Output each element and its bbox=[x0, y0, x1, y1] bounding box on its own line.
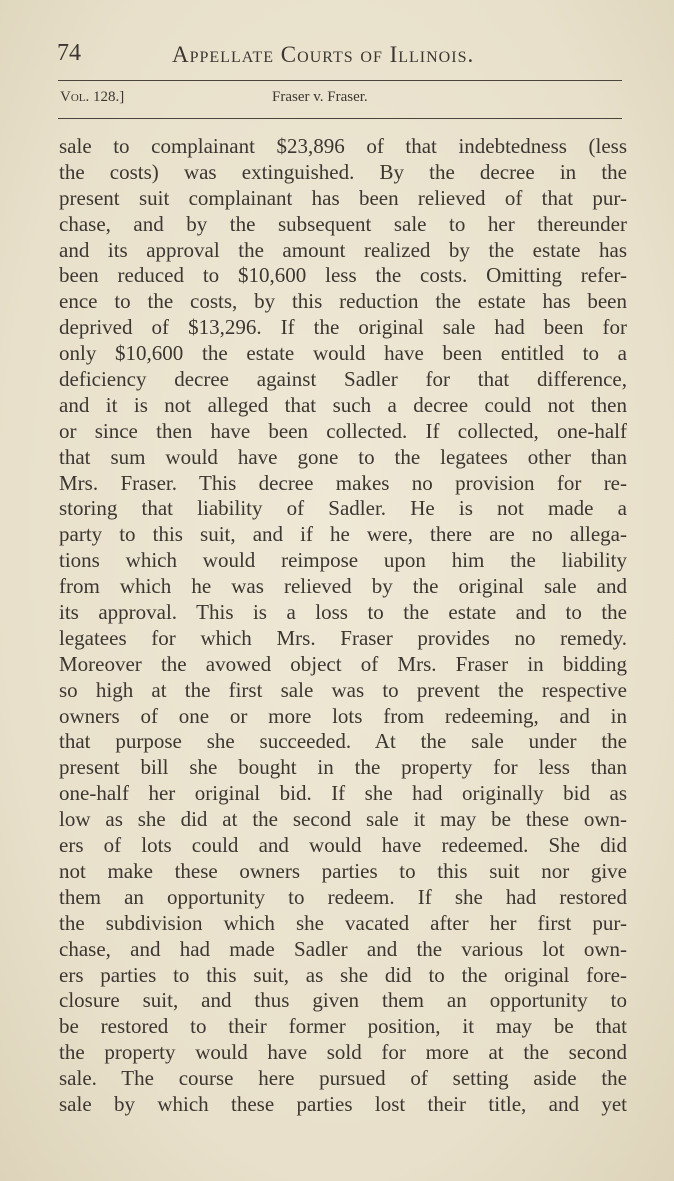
header-rule-bottom bbox=[58, 118, 622, 119]
text-line: so high at the first sale was to prevent the respective bbox=[59, 677, 627, 702]
text-line: be restored to their former position, it may be that bbox=[59, 1014, 627, 1039]
text-line: that sum would have gone to the legatees other than bbox=[59, 444, 627, 469]
text-line: deprived of $13,296. If the original sale had been for bbox=[59, 315, 627, 340]
header-rule-top bbox=[58, 80, 622, 81]
text-line: sale. The course here pursued of setting aside the bbox=[59, 1066, 627, 1091]
page-number: 74 bbox=[57, 40, 81, 66]
text-line: been reduced to $10,600 less the costs. Omitting refer- bbox=[59, 263, 627, 288]
text-line: or since then have been collected. If collected, one-half bbox=[59, 418, 627, 443]
text-line: from which he was relieved by the original sale and bbox=[59, 574, 627, 599]
text-line: its approval. This is a loss to the estate and to the bbox=[59, 600, 627, 625]
case-title: Fraser v. Fraser. bbox=[272, 89, 368, 105]
text-line: not make these owners parties to this suit nor give bbox=[59, 858, 627, 883]
text-line: chase, and by the subsequent sale to her thereunder bbox=[59, 211, 627, 236]
running-title: Appellate Courts of Illinois. bbox=[172, 42, 475, 67]
text-line: the property would have sold for more at the second bbox=[59, 1040, 627, 1065]
text-line: Mrs. Fraser. This decree makes no provision for re- bbox=[59, 470, 627, 495]
text-line: tions which would reimpose upon him the liability bbox=[59, 548, 627, 573]
text-line: owners of one or more lots from redeeming, and in bbox=[59, 703, 627, 728]
text-line: that purpose she succeeded. At the sale under the bbox=[59, 729, 627, 754]
text-line: and its approval the amount realized by the estate has bbox=[59, 237, 627, 262]
text-line: legatees for which Mrs. Fraser provides no remedy. bbox=[59, 625, 627, 650]
text-line: closure suit, and thus given them an opportunity to bbox=[59, 988, 627, 1013]
text-line: chase, and had made Sadler and the various lot own- bbox=[59, 936, 627, 961]
text-line: ers parties to this suit, as she did to the original fore- bbox=[59, 962, 627, 987]
text-line: party to this suit, and if he were, there are no allega- bbox=[59, 522, 627, 547]
text-line: one-half her original bid. If she had originally bid as bbox=[59, 781, 627, 806]
text-line: ence to the costs, by this reduction the estate has been bbox=[59, 289, 627, 314]
text-line: only $10,600 the estate would have been entitled to a bbox=[59, 341, 627, 366]
body-text bbox=[59, 134, 627, 1118]
text-line: low as she did at the second sale it may be these own- bbox=[59, 807, 627, 832]
text-line: present bill she bought in the property for less than bbox=[59, 755, 627, 780]
volume-label: Vol. 128.] bbox=[60, 89, 125, 105]
text-line: sale by which these parties lost their title, and yet bbox=[59, 1091, 627, 1116]
text-line: them an opportunity to redeem. If she had restored bbox=[59, 884, 627, 909]
text-line: and it is not alleged that such a decree could not then bbox=[59, 392, 627, 417]
text-line: the subdivision which she vacated after her first pur- bbox=[59, 910, 627, 935]
text-line: sale to complainant $23,896 of that indebtedness (less bbox=[59, 134, 627, 158]
text-line: Moreover the avowed object of Mrs. Fraser in bidding bbox=[59, 651, 627, 676]
text-line: present suit complainant has been relieved of that pur- bbox=[59, 185, 627, 210]
text-line: deficiency decree against Sadler for that difference, bbox=[59, 367, 627, 392]
text-line: ers of lots could and would have redeemed. She did bbox=[59, 833, 627, 858]
text-line: the costs) was extinguished. By the decree in the bbox=[59, 159, 627, 184]
text-line: storing that liability of Sadler. He is not made a bbox=[59, 496, 627, 521]
